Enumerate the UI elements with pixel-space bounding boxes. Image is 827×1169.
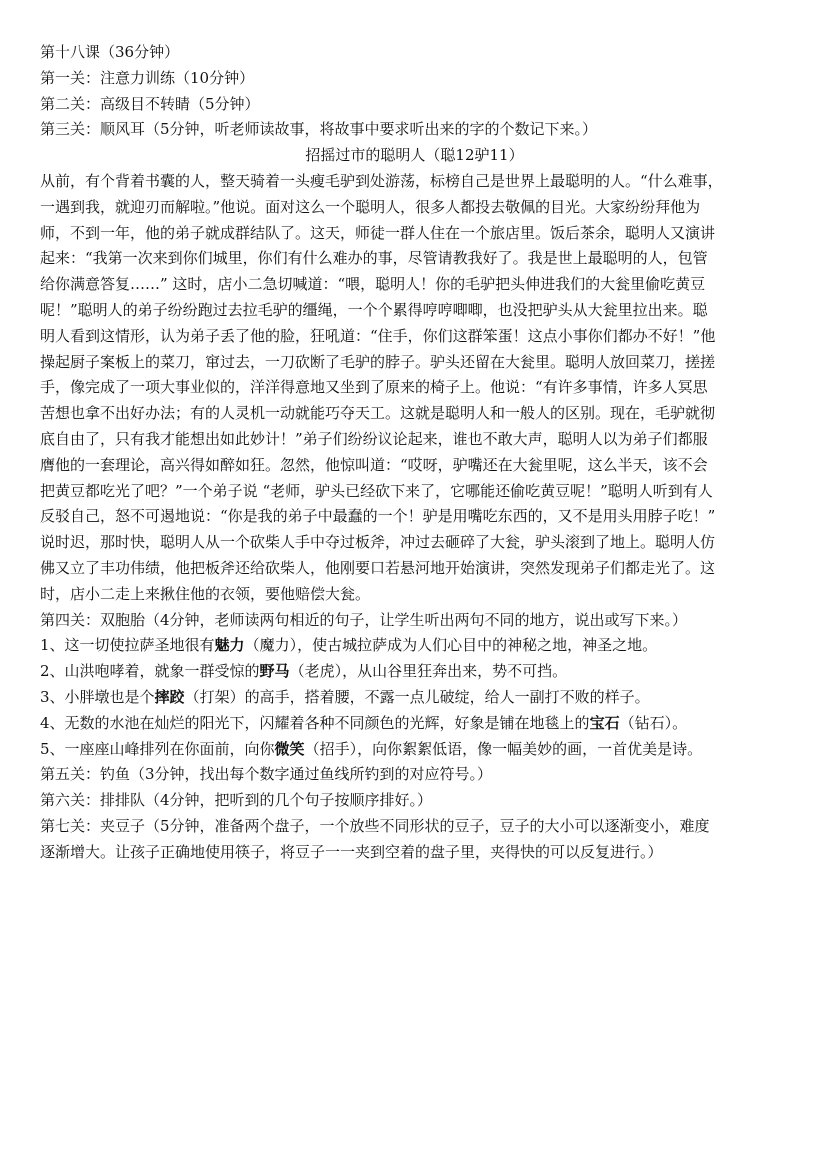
- keyword: 摔跤: [154, 687, 185, 706]
- level-1: 第一关：注意力训练（10分钟）: [40, 68, 255, 87]
- level-4-item: 1、这一切使拉萨圣地很有魅力（魔力），使古城拉萨成为人们心目中的神秘之地，神圣之地。: [40, 636, 658, 655]
- story-line: 给你满意答复……” 这时，店小二急切喊道：“喂，聪明人！你的毛驴把头伸进我们的大瓮里偷吃黄豆: [40, 275, 706, 294]
- story-line: 从前，有个背着书囊的人，整天骑着一头瘦毛驴到处游荡，标榜自己是世界上最聪明的人。“什么难事，: [40, 171, 723, 190]
- level-7: [40, 814, 789, 866]
- story-line: 底自由了，只有我才能想出如此妙计！”弟子们纷纷议论起来，谁也不敢大声，聪明人以为弟子们都服: [40, 429, 708, 448]
- story-title: 招摇过市的聪明人（聪12驴11）: [305, 146, 524, 165]
- level-6: 第六关：排排队（4分钟，把听到的几个句子按顺序排好。）: [40, 791, 433, 810]
- story-line: 佛又立了丰功伟绩，他把板斧还给砍柴人，他刚要口若悬河地开始演讲，突然发现弟子们都走光了。这: [40, 558, 716, 577]
- level-3: 第三关：顺风耳（5分钟，听老师读故事，将故事中要求听出来的字的个数记下来。）: [40, 120, 598, 139]
- level-5: 第五关：钓鱼（3分钟，找出每个数字通过鱼线所钓到的对应符号。）: [40, 765, 493, 784]
- keyword: 野马: [259, 662, 290, 681]
- keyword: 微笑: [274, 739, 305, 758]
- level-4: 第四关：双胞胎（4分钟，老师读两句相近的句子，让学生听出两句不同的地方，说出或写下来。）: [40, 610, 688, 629]
- story-line: 说时迟，那时快，聪明人从一个砍柴人手中夺过板斧，冲过去砸碎了大瓮，驴头滚到了地上。聪明人仿: [40, 533, 716, 552]
- story-line: 呢！”聪明人的弟子纷纷跑过去拉毛驴的缰绳，一个个累得哼哼唧唧，也没把驴头从大瓮里拉出来。聪: [40, 300, 708, 319]
- level-7-line: 逐渐增大。让孩子正确地使用筷子，将豆子一一夹到空着的盘子里，夹得快的可以反复进行。）: [40, 842, 663, 861]
- level-4-item: 2、山洪咆哮着，就象一群受惊的野马（老虎），从山谷里狂奔出来，势不可挡。: [40, 662, 568, 681]
- story-line: 明人看到这情形，认为弟子丢了他的脸，狂吼道：“住手，你们这群笨蛋！这点小事你们都办不好！”他: [40, 326, 716, 345]
- level-4-item: 3、小胖墩也是个摔跤（打架）的高手，搭着腰，不露一点儿破绽，给人一副打不败的样子。: [40, 687, 650, 706]
- story-line: 手，像完成了一项大事业似的，洋洋得意地又坐到了原来的椅子上。他说：“有许多事情，许多人冥思: [40, 378, 708, 397]
- story-line: 起来：“我第一次来到你们城里，你们有什么难办的事，尽管请教我好了。我是世上最聪明的人，包管: [40, 249, 708, 268]
- story-line: 师，不到一年，他的弟子就成群结队了。这天，师徒一群人住在一个旅店里。饭后茶余，聪明人又演讲: [40, 223, 716, 242]
- story-body: [40, 169, 789, 608]
- story-line: 把黄豆都吃光了吧？”一个弟子说 “老师，驴头已经砍下来了，它哪能还偷吃黄豆呢！”聪明人听到有人: [40, 481, 713, 500]
- lesson-heading: 第十八课（36分钟）: [40, 43, 180, 61]
- story-line: 操起厨子案板上的菜刀，窜过去，一刀砍断了毛驴的脖子。驴头还留在大瓮里。聪明人放回菜刀，搓搓: [40, 352, 716, 371]
- story-line: 时，店小二走上来揪住他的衣领，要他赔偿大瓮。: [40, 584, 371, 603]
- level-2: 第二关：高级目不转睛（5分钟）: [40, 94, 260, 113]
- keyword: 宝石: [589, 713, 620, 732]
- story-line: 反驳自己，怒不可遏地说：“你是我的弟子中最蠢的一个！驴是用嘴吃东西的，又不是用头用脖子吃！”: [40, 507, 716, 526]
- level-4-item: 5、一座座山峰排列在你面前，向你微笑（招手），向你絮絮低语，像一幅美妙的画，一首优美是诗。: [40, 739, 703, 758]
- story-line: 膺他的一套理论，高兴得如醉如狂。忽然，他惊叫道：“哎呀，驴嘴还在大瓮里呢，这么半天，该不会: [40, 455, 708, 474]
- keyword: 魅力: [214, 636, 245, 655]
- level-4-item: 4、无数的水池在灿烂的阳光下，闪耀着各种不同颜色的光辉，好象是铺在地毯上的宝石（钻石）。: [40, 713, 688, 732]
- story-line: 苦想也拿不出好办法；有的人灵机一动就能巧夺天工。这就是聪明人和一般人的区别。现在，毛驴就彻: [40, 404, 716, 423]
- story-line: 一遇到我，就迎刃而解啦。”他说。面对这么一个聪明人，很多人都投去敬佩的目光。大家纷纷拜他为: [40, 197, 701, 216]
- level-7-line: 第七关：夹豆子（5分钟，准备两个盘子，一个放些不同形状的豆子，豆子的大小可以逐渐变小，难度: [40, 816, 710, 835]
